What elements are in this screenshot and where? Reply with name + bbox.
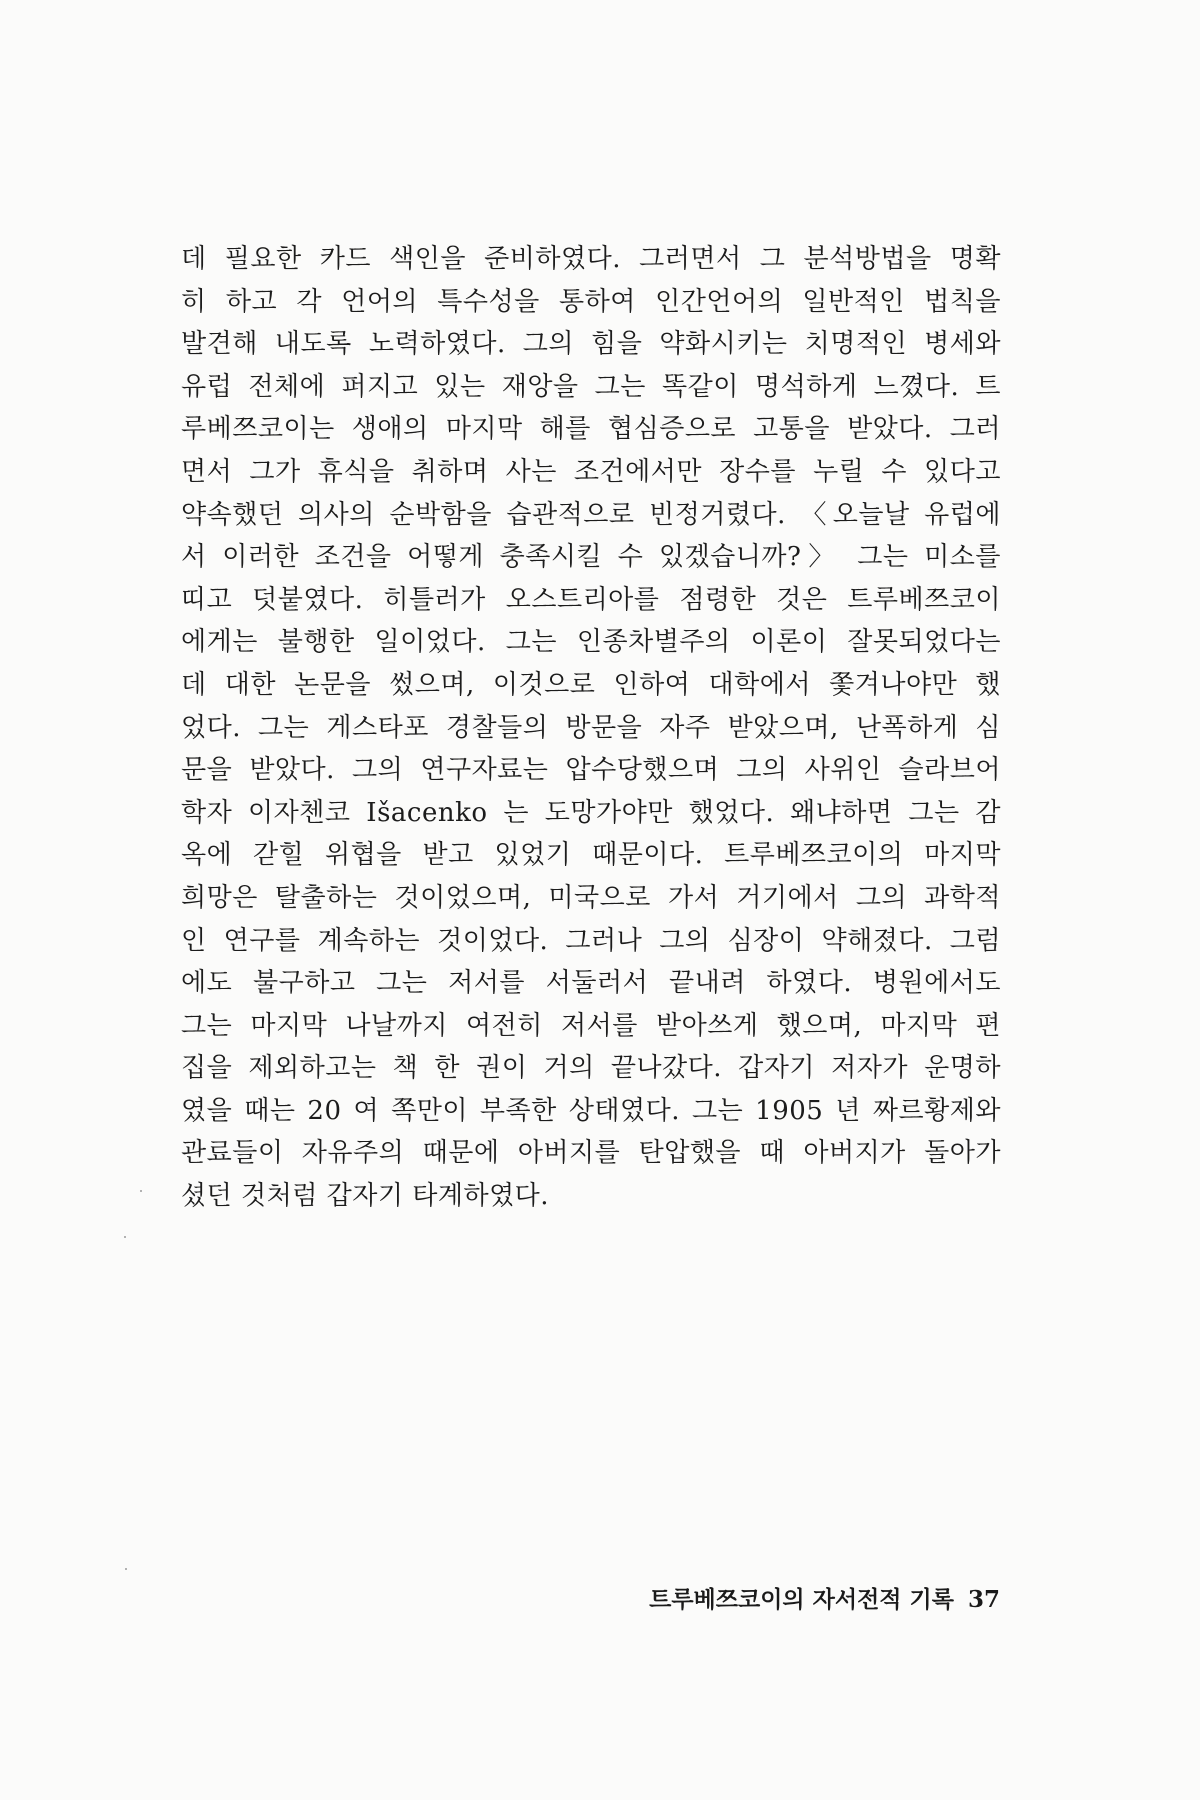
text-line: 면서 그가 휴식을 취하며 사는 조건에서만 장수를 누릴 수 있다고 — [181, 456, 1001, 487]
text-line: 띠고 덧붙였다. 히틀러가 오스트리아를 점령한 것은 트루베쯔코이 — [181, 584, 1001, 615]
text-line: 에게는 불행한 일이었다. 그는 인종차별주의 이론이 잘못되었다는 — [181, 627, 1001, 658]
text-line: 서 이러한 조건을 어떻게 충족시킬 수 있겠습니까?〉 그는 미소를 — [181, 542, 1001, 573]
page-footer — [600, 1582, 1000, 1618]
text-line: 그는 마지막 나날까지 여전히 저서를 받아쓰게 했으며, 마지막 편 — [181, 1010, 1001, 1041]
text-line: 발견해 내도록 노력하였다. 그의 힘을 약화시키는 치명적인 병세와 — [181, 329, 1001, 360]
text-line: 데 필요한 카드 색인을 준비하였다. 그러면서 그 분석방법을 명확 — [181, 244, 1001, 274]
text-line: 희망은 탈출하는 것이었으며, 미국으로 가서 거기에서 그의 과학적 — [181, 882, 1001, 913]
body-text — [181, 238, 1001, 1218]
text-line: 히 하고 각 언어의 특수성을 통하여 인간언어의 일반적인 법칙을 — [181, 286, 1001, 317]
text-line: 문을 받았다. 그의 연구자료는 압수당했으며 그의 사위인 슬라브어 — [181, 755, 1001, 786]
text-line: 었다. 그는 게스타포 경찰들의 방문을 자주 받았으며, 난폭하게 심 — [181, 712, 1001, 743]
text-line: 인 연구를 계속하는 것이었다. 그러나 그의 심장이 약해졌다. 그럼 — [181, 925, 1001, 956]
page-number: 37 — [967, 1586, 1000, 1613]
text-line: 셨던 것처럼 갑자기 타계하였다. — [181, 1181, 550, 1212]
scan-speck — [140, 1190, 142, 1192]
running-title: 트루베쯔코이의 자서전적 기록 — [649, 1586, 954, 1613]
scan-speck — [124, 1236, 126, 1238]
text-line: 에도 불구하고 그는 저서를 서둘러서 끝내려 하였다. 병원에서도 — [181, 968, 1001, 999]
text-line: 였을 때는 20 여 쪽만이 부족한 상태였다. 그는 1905 년 짜르황제와 — [181, 1095, 1001, 1126]
text-line: 유럽 전체에 퍼지고 있는 재앙을 그는 똑같이 명석하게 느꼈다. 트 — [181, 371, 1001, 402]
text-line: 데 대한 논문을 썼으며, 이것으로 인하여 대학에서 쫓겨나야만 했 — [181, 669, 1001, 700]
text-line: 루베쯔코이는 생애의 마지막 해를 협심증으로 고통을 받았다. 그러 — [181, 414, 1001, 445]
text-line: 집을 제외하고는 책 한 권이 거의 끝나갔다. 갑자기 저자가 운명하 — [181, 1053, 1001, 1084]
text-line: 학자 이자첸코 Išacenko 는 도망가야만 했었다. 왜냐하면 그는 감 — [181, 797, 1001, 828]
scan-speck — [125, 1568, 127, 1570]
text-line: 약속했던 의사의 순박함을 습관적으로 빈정거렸다. 〈오늘날 유럽에 — [181, 499, 1001, 530]
text-line: 옥에 갇힐 위협을 받고 있었기 때문이다. 트루베쯔코이의 마지막 — [181, 840, 1001, 871]
text-line: 관료들이 자유주의 때문에 아버지를 탄압했을 때 아버지가 돌아가 — [181, 1138, 1001, 1169]
